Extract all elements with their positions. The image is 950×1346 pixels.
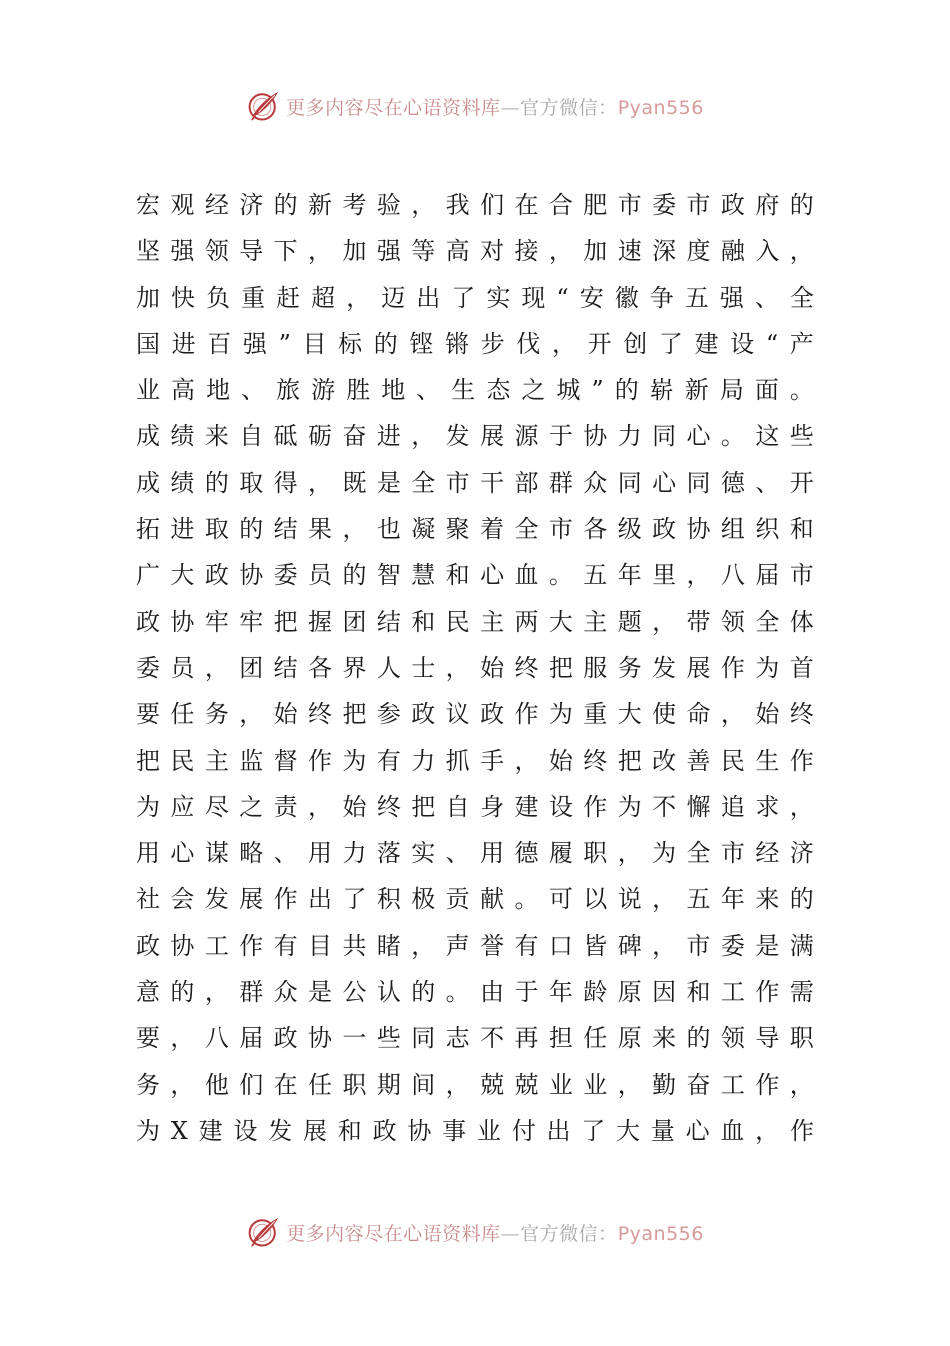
header-wechat-id: Pyan556 — [617, 96, 704, 119]
body-line: 政 协 牢 牢 把 握 团 结 和 民 主 两 大 主 题 ， 带 领 全 体 — [136, 607, 814, 636]
body-line: 把 民 主 监 督 作 为 有 力 抓 手 ， 始 终 把 改 善 民 生 作 — [136, 746, 814, 775]
body-line: 务 ， 他 们 在 任 职 期 间 ， 兢 兢 业 业 ， 勤 奋 工 作 ， — [136, 1070, 814, 1099]
body-line: 用 心 谋 略 、 用 力 落 实 、 用 德 履 职 ， 为 全 市 经 济 — [136, 839, 814, 868]
body-line: 为 X 建 设 发 展 和 政 协 事 业 付 出 了 大 量 心 血 ， 作 — [136, 1116, 814, 1145]
body-line: 加 快 负 重 赶 超 ， 迈 出 了 实 现 “ 安 徽 争 五 强 、 全 — [136, 283, 814, 312]
footer-banner-text — [286, 1219, 704, 1246]
body-line: 广 大 政 协 委 员 的 智 慧 和 心 血 。 五 年 里 ， 八 届 市 — [136, 561, 814, 590]
body-line: 业 高 地 、 旅 游 胜 地 、 生 态 之 城 ” 的 崭 新 局 面 。 — [136, 376, 814, 405]
body-line: 要 任 务 ， 始 终 把 参 政 议 政 作 为 重 大 使 命 ， 始 终 — [136, 700, 814, 729]
body-line: 意 的 ， 群 众 是 公 认 的 。 由 于 年 龄 原 因 和 工 作 需 — [136, 978, 814, 1007]
body-line: 坚 强 领 导 下 ， 加 强 等 高 对 接 ， 加 速 深 度 融 入 ， — [136, 237, 814, 266]
quill-pen-logo-icon — [246, 88, 282, 124]
body-line: 拓 进 取 的 结 果 ， 也 凝 聚 着 全 市 各 级 政 协 组 织 和 — [136, 515, 814, 544]
footer-wechat-label: 官方微信： — [520, 1222, 618, 1245]
body-line: 成 绩 的 取 得 ， 既 是 全 市 干 部 群 众 同 心 同 德 、 开 — [136, 468, 814, 497]
header-watermark-banner — [0, 84, 950, 128]
footer-wechat-id: Pyan556 — [617, 1222, 704, 1245]
footer-separator: — — [500, 1222, 521, 1245]
header-wechat-label: 官方微信： — [520, 96, 618, 119]
body-line: 宏 观 经 济 的 新 考 验 ， 我 们 在 合 肥 市 委 市 政 府 的 — [136, 191, 814, 219]
body-line: 要 ， 八 届 政 协 一 些 同 志 不 再 担 任 原 来 的 领 导 职 — [136, 1024, 814, 1053]
body-line: 为 应 尽 之 责 ， 始 终 把 自 身 建 设 作 为 不 懈 追 求 ， — [136, 792, 814, 821]
body-line: 政 协 工 作 有 目 共 睹 ， 声 誉 有 口 皆 碑 ， 市 委 是 满 — [136, 931, 814, 960]
header-separator: — — [500, 96, 521, 119]
footer-watermark-banner — [0, 1210, 950, 1254]
body-line: 委 员 ， 团 结 各 界 人 士 ， 始 终 把 服 务 发 展 作 为 首 — [136, 653, 814, 682]
quill-pen-logo-icon — [246, 1214, 282, 1250]
document-body — [136, 182, 814, 1154]
body-line: 成 绩 来 自 砥 砺 奋 进 ， 发 展 源 于 协 力 同 心 。 这 些 — [136, 422, 814, 451]
header-brand-text: 更多内容尽在心语资料库 — [286, 96, 501, 119]
body-line: 国 进 百 强 ” 目 标 的 铿 锵 步 伐 ， 开 创 了 建 设 “ 产 — [136, 329, 814, 358]
header-banner-text — [286, 93, 704, 120]
body-line: 社 会 发 展 作 出 了 积 极 贡 献 。 可 以 说 ， 五 年 来 的 — [136, 885, 814, 914]
footer-brand-text: 更多内容尽在心语资料库 — [286, 1222, 501, 1245]
